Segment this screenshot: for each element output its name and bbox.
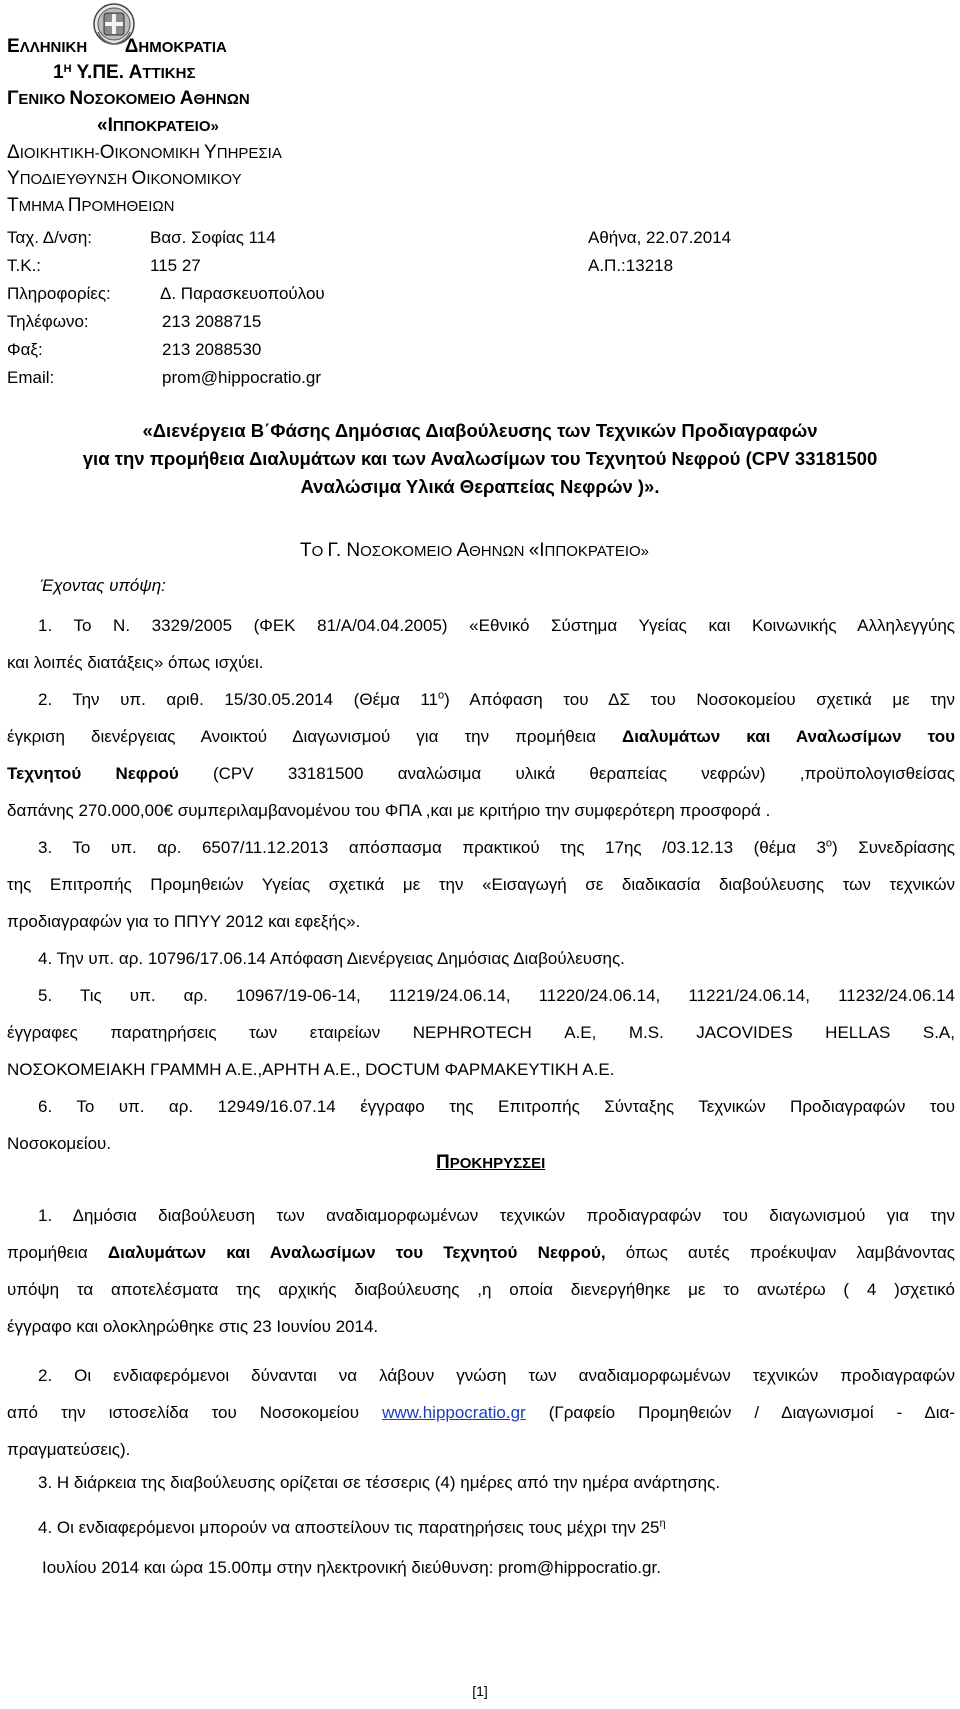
email-label: Email: [7,368,55,387]
header-line-hospital: ΓΕΝΙΚΟ ΝΟΣΟΚΟΜΕΙΟ ΑΘΗΝΩΝ [7,88,250,109]
consideration-1-line-1: 1. Το Ν. 3329/2005 (ΦΕΚ 81/Α/04.04.2005) «Εθνικό Σύστημα Υγείας και Κοινωνικής Αλληλεγγύης [38,616,955,635]
consideration-3-line-2: της Επιτροπής Προμηθειών Υγείας σχετικά με την «Εισαγωγή σε διαδικασία διαβούλευσης των τεχνικών [7,875,955,894]
consideration-5-line-3: ΝΟΣΟΚΟΜΕΙΑΚΗ ΓΡΑΜΜΗ Α.Ε.,ΑΡΗΤΗ Α.Ε., DOCTUM ΦΑΡΜΑΚΕΥΤΙΚΗ Α.Ε. [7,1060,615,1079]
item-2-line-3: πραγματεύσεις). [7,1440,131,1459]
item-2-block [7,1357,955,1468]
address-value: Βασ. Σοφίας 114 [150,228,276,247]
considerations-block [7,607,955,1162]
item-1-block [7,1197,955,1345]
document-date: Αθήνα, 22.07.2014 [588,228,732,247]
consideration-4-line-1: 4. Την υπ. αρ. 10796/17.06.14 Απόφαση Διενέργειας Δημόσιας Διαβούλευσης. [38,949,625,968]
consideration-5-line-2: έγγραφες παρατηρήσεις των εταιρείων NEPHROTECH Α.Ε, M.S. JACOVIDES HELLAS S.A, [7,1023,955,1042]
title-line-3: Αναλώσιμα Υλικά Θεραπείας Νεφρών )». [300,476,660,497]
item-2-line-2: από την ιστοσελίδα του Νοσοκομείου www.hippocratio.gr (Γραφείο Προμηθειών / Διαγωνισμοί - Δια- [7,1403,955,1422]
header-line-admin-service: ΔΙΟΙΚΗΤΙΚΗ-ΟΙΚΟΝΟΜΙΚΗ ΥΠΗΡΕΣΙΑ [7,142,282,163]
consideration-3-line-1: 3. Το υπ. αρ. 6507/11.12.2013 απόσπασμα πρακτικού της 17ης /03.12.13 (θέμα $3^o$) Συνεδρίασης [38,837,955,857]
header-line-procurement-dept: ΤΜΗΜΑ ΠΡΟΜΗΘΕΙΩΝ [7,195,175,216]
page-number: [1] [472,1683,488,1699]
fax-label: Φαξ: [7,340,43,359]
header-line-health-region: $1^H$ Υ.ΠΕ. ΑΤΤΙΚΗΣ [53,62,196,83]
zip-value: 115 27 [150,256,201,275]
consideration-2-line-2: έγκριση διενέργειας Ανοικτού Διαγωνισμού για την προμήθεια Διαλυμάτων και Αναλωσίμων του [7,727,955,746]
info-value: Δ. Παρασκευοπούλου [160,284,325,303]
zip-label: Τ.Κ.: [7,256,42,275]
header-line-subdirectorate: ΥΠΟΔΙΕΥΘΥΝΣΗ ΟΙΚΟΝΟΜΙΚΟΥ [7,168,242,189]
proclaims-heading: ΠΡΟΚΗΡΥΣΣΕΙ [436,1152,546,1173]
email-value: prom@hippocratio.gr [162,368,321,387]
consideration-1-line-2: και λοιπές διατάξεις» όπως ισχύει. [7,653,264,672]
title-line-1: «Διενέργεια Β΄Φάσης Δημόσιας Διαβούλευσης των Τεχνικών Προδιαγραφών [142,420,818,441]
title-line-2: για την προμήθεια Διαλυμάτων και των Αναλωσίμων του Τεχνητού Νεφρού (CPV 33181500 [82,448,878,469]
item-1-line-3: υπόψη τα αποτελέσματα της αρχικής διαβούλευσης ,η οποία διενεργήθηκε με το ανωτέρω ( 4 )σχετικό [7,1280,955,1299]
item-1-line-4: έγγραφο και ολοκληρώθηκε στις 23 Ιουνίου 2014. [7,1317,379,1336]
considering-label: Έχοντας υπόψη: [40,576,166,595]
info-label: Πληροφορίες: [7,284,111,303]
consideration-2-line-1: 2. Την υπ. αριθ. 15/30.05.2014 (Θέμα $11^o$) Απόφαση του ΔΣ του Νοσοκομείου σχετικά με την [38,689,955,709]
phone-value: 213 2088715 [162,312,262,331]
consideration-3-line-3: προδιαγραφών για το ΠΠΥΥ 2012 και εφεξής». [7,912,361,931]
consideration-2-line-3: Τεχνητού Νεφρού (CPV 33181500 αναλώσιμα υλικά θεραπείας νεφρών) ,προϋπολογισθείσας [7,764,956,783]
address-label: Ταχ. Δ/νση: [7,228,93,247]
item-4-line-1: 4. Οι ενδιαφερόμενοι μπορούν να αποστείλουν τις παρατηρήσεις τους μέχρι την $25^\eta$ [38,1517,666,1537]
issuer-heading: ΤΟ Γ. ΝΟΣΟΚΟΜΕΙΟ ΑΘΗΝΩΝ «ΙΠΠΟΚΡΑΤΕΙΟ» [300,540,650,561]
consideration-6-line-1: 6. Το υπ. αρ. 12949/16.07.14 έγγραφο της Επιτροπής Σύνταξης Τεχνικών Προδιαγραφών του [38,1097,955,1116]
item-1-line-1: 1. Δημόσια διαβούλευση των αναδιαμορφωμένων τεχνικών προδιαγραφών του διαγωνισμού για την [38,1206,955,1225]
consideration-2-line-4: δαπάνης 270.000,00€ συμπεριλαμβανομένου του ΦΠΑ ,και με κριτήριο την συμφερότερη προσφορά . [7,801,771,820]
consideration-5-line-1: 5. Τις υπ. αρ. 10967/19-06-14, 11219/24.06.14, 11220/24.06.14, 11221/24.06.14, 11232/24.06.14 [38,986,955,1005]
protocol-number: Α.Π.:13218 [588,256,674,275]
item-2-line-1: 2. Οι ενδιαφερόμενοι δύνανται να λάβουν γνώση των αναδιαμορφωμένων τεχνικών προδιαγραφών [38,1366,955,1385]
item-4-line-2: Ιουλίου 2014 και ώρα 15.00πμ στην ηλεκτρονική διεύθυνση: prom@hippocratio.gr. [42,1558,661,1577]
item-3-line-1: 3. Η διάρκεια της διαβούλευσης ορίζεται σε τέσσερις (4) ημέρες από την ημέρα ανάρτησης. [38,1473,721,1492]
item-1-line-2: προμήθεια Διαλυμάτων και Αναλωσίμων του Τεχνητού Νεφρού, όπως αυτές προέκυψαν λαμβάνοντας [7,1243,955,1262]
phone-label: Τηλέφωνο: [7,312,89,331]
hospital-website-link[interactable]: www.hippocratio.gr [382,1403,526,1422]
fax-value: 213 2088530 [162,340,262,359]
header-line-republic: ΕΛΛΗΝΙΚΗ ΔΗΜΟΚΡΑΤΙΑ [7,36,227,57]
consideration-6-line-2: Νοσοκομείου. [7,1134,112,1153]
header-line-hippocratio: «ΙΠΠΟΚΡΑΤΕΙΟ» [97,115,219,136]
